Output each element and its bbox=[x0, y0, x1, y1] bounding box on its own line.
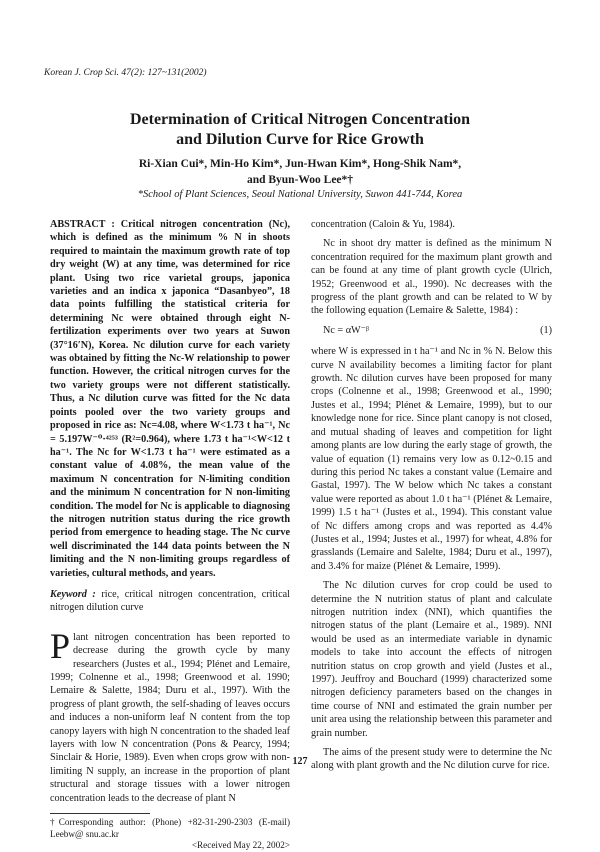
equation-number: (1) bbox=[540, 324, 552, 336]
paragraph-nc-definition: Nc in shoot dry matter is defined as the minimum N concentration required for the maximum plant growth and can be found at any time of plant growth cycle (Ulrich, 1952; Greenwood et al., 1990). Nc decreases with the progress of the plant growth and can be related to W by the following equation (Lemaire & Salette, 1984) : bbox=[311, 238, 552, 317]
equation-1 bbox=[311, 324, 552, 337]
title-line-1: Determination of Critical Nitrogen Concentration bbox=[129, 111, 471, 128]
drop-cap: P bbox=[50, 625, 71, 666]
paragraph-nc-curves: where W is expressed in t ha⁻¹ and Nc in % N. Below this curve N availability becomes a limiting factor for plant growth. Nc dilution curves have been proposed for many crops (Colnenne et al., 1998; Greenwood et al., 1990; Justes et al., 1994; Plénet & Lemaire, 1999), but to our knowledge none for rice. Since plant canopy is not closed, and mutual shading of leaves and competition for light among plants are low during the early stage of growth, the value of equation (1) remains very low as 0.12~0.15 and during this period Nc takes a constant value (Lemaire and Gastal, 1997). The W below which Nc takes a constant value were reported as about 1.0 t ha⁻¹ (Plénet & Lemaire, 1999) 1.5 t ha⁻¹ (Justes et al., 1994). This constant value of Nc differs among crops and was reported as 4.4% (Justes et al., 1994; Justes et al., 1997) for wheat, 4.8% for grasslands (Lemaire and Salelte, 1984; Duru et al., 1997), and 3.4% for maize (Plénet & Lemaire, 1999). bbox=[311, 346, 552, 572]
abstract bbox=[50, 218, 290, 580]
author-list bbox=[0, 156, 600, 188]
paper-title bbox=[0, 110, 600, 150]
title-line-2: and Dilution Curve for Rice Growth bbox=[176, 131, 424, 148]
footnote-divider bbox=[50, 813, 150, 814]
keywords bbox=[50, 588, 290, 615]
paragraph-continuation: concentration (Caloin & Yu, 1984). bbox=[311, 219, 455, 230]
journal-citation: Korean J. Crop Sci. 47(2): 127~131(2002) bbox=[44, 68, 207, 78]
intro-text: lant nitrogen concentration has been reported to decrease during the growth cycle by many researchers (Justes et al., 1994; Plénet and Lemaire, 1999; Colnenne et al., 1998; Greenwood et al. 1990; Lemaire & Salette, 1984; Duru et al., 1997). With the progress of plant growth, the self-shading of leaves occurs and induces a non-uniform leaf N content from the top canopy layers with high N concentration to the shaded leaf layers with low N concentration (Pons & Pearcy, 1994; Sinclair & Horie, 1989). Even when crops grow with non-limiting N supply, an increase in the proportion of plant structural and storage tissues with a lower nitrogen concentration leads to the decrease of plant N bbox=[50, 631, 290, 804]
keyword-text: rice, critical nitrogen concentration, critical nitrogen dilution curve bbox=[50, 588, 291, 614]
abstract-label: ABSTRACT : bbox=[50, 219, 115, 230]
paragraph-nni: The Nc dilution curves for crop could be used to determine the N nutrition status of plant and calculate nitrogen nutrition index (NNI), which quantifies the nitrogen status of the plant (Lemaire et al., 1989). NNI would be used as an intermediate variable in dynamic models to take into account the effects of nitrogen nutrition status on crop growth and yield (Justes et al., 1997). Jeuffroy and Bouchard (1999) characterized some nitrogen deficiency parameters based on the changes in time course of NNI and estimated the grain number per unit area using the relationship between this parameter and grain number. bbox=[311, 580, 552, 739]
abstract-text: Critical nitrogen concentration (Nc), which is defined as the minimum % N in shoots required to maintain the maximum growth rate of top dry weight (W) at any time, was determined for rice plant. Using two rice varietal groups, japonica varieties and an indica x japonica “Dasanbyeo”, 18 data points fulfilling the statistical criteria for determining Nc were obtained through eight N-fertilization experiments over two years at Suwon (37°16′N), Korea. Nc dilution curve for each variety was obtained by fitting the Nc-W relationship to power function. However, the critical nitrogen curves for the two variety groups were not different statistically. Thus, a Nc dilution curve was fitted for the Nc data points pooled over the two variety groups and proposed in rice as: Nc=4.08, where W<1.73 t ha⁻¹, Nc = 5.197W⁻⁰·⁴²⁵³ (R²=0.964), where 1.73 t ha⁻¹<W<12 t ha⁻¹. The Nc for W<1.73 t ha⁻¹ were estimated as a constant value of 4.08%, the mean value of the maximum N concentration for N-limiting condition and the minimum N concentration for N non-limiting condition. The model for Nc is applicable to diagnosing the nitrogen nutrition status during the rice growth period from emergence to heading stage. The Nc curve well discriminated the 144 data points between the N limiting and the N non-limiting groups regardless of varieties, cultural methods, and years. bbox=[50, 219, 291, 579]
paragraph-aims: The aims of the present study were to determine the Nc along with plant growth and the Nc dilution curve for rice. bbox=[311, 747, 552, 772]
keyword-label: Keyword : bbox=[50, 588, 96, 600]
right-column bbox=[311, 218, 552, 779]
corresponding-author: †Corresponding author: (Phone) +82-31-290-2303 (E-mail) Leebw@ snu.ac.kr bbox=[50, 817, 290, 839]
footnote bbox=[50, 817, 290, 852]
received-date: <Received May 22, 2002> bbox=[191, 840, 290, 851]
authors-line-2: and Byun-Woo Lee*† bbox=[246, 174, 354, 186]
affiliation: *School of Plant Sciences, Seoul National University, Suwon 441-744, Korea bbox=[137, 189, 463, 200]
introduction bbox=[50, 625, 290, 805]
equation-text: Nc = αW⁻ᵝ bbox=[323, 324, 369, 336]
page-number: 127 bbox=[292, 756, 308, 767]
authors-line-1: Ri-Xian Cui*, Min-Ho Kim*, Jun-Hwan Kim*, Hong-Shik Nam*, bbox=[138, 158, 462, 170]
